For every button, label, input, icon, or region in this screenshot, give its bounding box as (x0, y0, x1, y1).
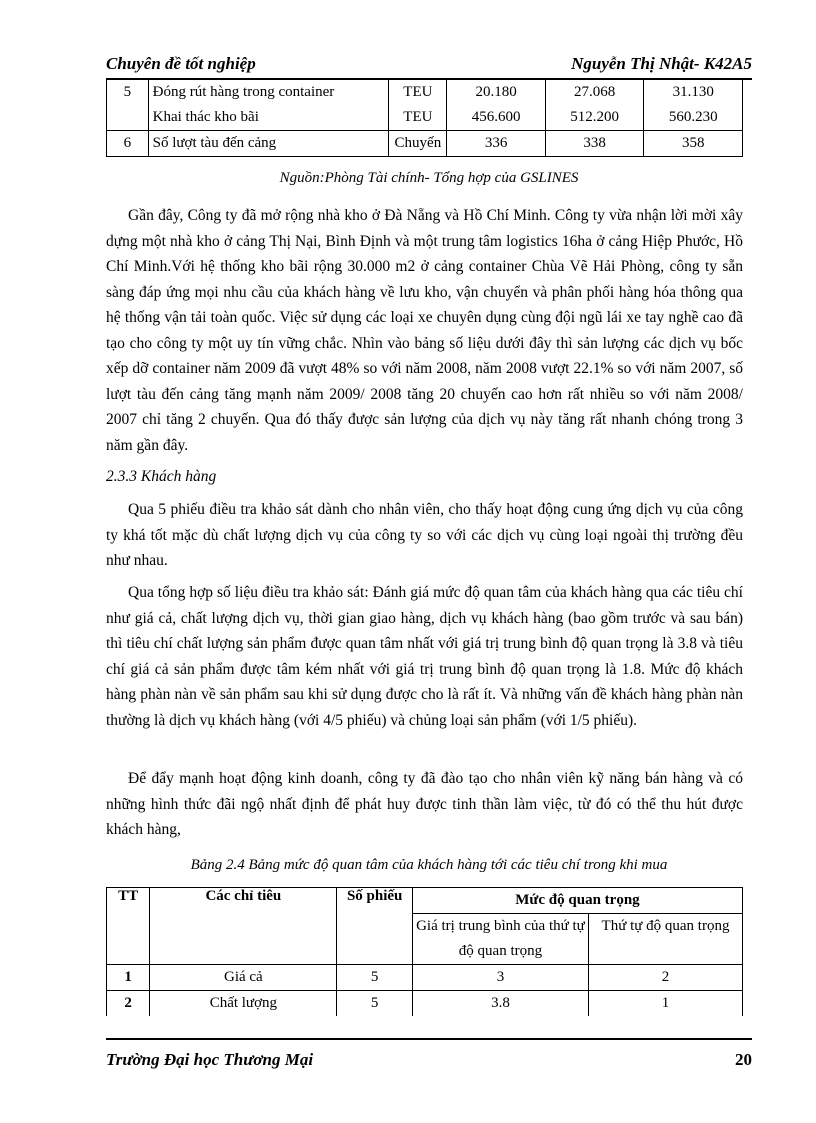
paragraph: Qua tổng hợp số liệu điều tra khảo sát: Đánh giá mức độ quan tâm của khách hàng qua các tiêu chí như giá cả, chất lượng dịch vụ, thời gian giao hàng, dịch vụ khách hàng (bao gồm trước và sau bán) thì tiêu chí chất lượng sản phẩm được quan tâm nhất với giá trị trung bình độ quan trọng là 3.8 và tiêu chí giá cả sản phẩm được tâm kém nhất với giá trị trung bình độ quan trọng là 1.8. Mức độ khách hàng phàn nàn về sản phẩm sau khi sử dụng được cho là rất ít. Và những vấn đề khách hàng phàn nàn thường là dịch vụ khách hàng (với 4/5 phiếu) và chủng loại sản phẩm (với 1/5 phiếu). (106, 584, 743, 729)
table-row (107, 991, 743, 1017)
value-2009-cell (644, 80, 743, 131)
value-2007-cell (447, 80, 546, 131)
row-tt: 1 (107, 965, 150, 991)
criteria-table (106, 887, 743, 1016)
page-number: 20 (735, 1050, 752, 1069)
table-source: Nguồn:Phòng Tài chính- Tổng hợp của GSLINES (279, 170, 579, 186)
header-importance: Mức độ quan trọng (412, 888, 742, 914)
row-count: 5 (337, 991, 412, 1017)
value-2007: 456.600 (471, 109, 521, 125)
row-criteria: Chất lượng (150, 991, 337, 1017)
row-name: Đóng rút hàng trong container (152, 84, 335, 100)
section-heading: 2.3.3 Khách hàng (106, 468, 217, 485)
table-row (107, 80, 743, 131)
header-author: Nguyễn Thị Nhật- K42A5 (571, 54, 752, 73)
row-avg: 3 (412, 965, 588, 991)
value-2008: 338 (545, 131, 644, 157)
value-2008: 27.068 (574, 84, 616, 100)
table-row (107, 131, 743, 157)
row-unit: TEU (403, 109, 433, 125)
value-2009: 560.230 (668, 109, 718, 125)
table-row (107, 965, 743, 991)
row-unit: Chuyến (389, 131, 447, 157)
value-2008-cell (545, 80, 644, 131)
value-2008: 512.200 (570, 109, 620, 125)
row-number: 5 (107, 80, 149, 131)
row-unit-cell (389, 80, 447, 131)
row-name-cell (148, 80, 389, 131)
header-count: Số phiếu (337, 888, 412, 965)
row-rank: 2 (589, 965, 743, 991)
row-name: Khai thác kho bãi (152, 109, 259, 125)
header-tt: TT (107, 888, 150, 965)
header-title: Chuyên đề tốt nghiệp (106, 54, 256, 73)
header-avg: Giá trị trung bình của thứ tự độ quan trọng (412, 914, 588, 965)
value-2009: 358 (644, 131, 743, 157)
paragraph: Qua 5 phiếu điều tra khảo sát dành cho nhân viên, cho thấy hoạt động cung ứng dịch vụ của công ty khá tốt mặc dù chất lượng dịch vụ của công ty so với các dịch vụ cùng loại ngoài thị trường đều như nhau. (106, 501, 743, 569)
footer-school: Trường Đại học Thương Mại (106, 1050, 314, 1069)
output-table (106, 80, 743, 157)
page-header (106, 50, 752, 80)
row-name: Số lượt tàu đến cảng (148, 131, 389, 157)
table-header-row (107, 888, 743, 914)
header-criteria: Các chỉ tiêu (150, 888, 337, 965)
paragraph: Để đẩy mạnh hoạt động kinh doanh, công ty đã đào tạo cho nhân viên kỹ năng bán hàng và có những hình thức đãi ngộ nhất định để phát huy được tinh thần làm việc, từ đó có thể thu hút được khách hàng, (106, 770, 743, 838)
value-2007: 336 (447, 131, 546, 157)
page-footer (106, 1038, 752, 1070)
paragraph: Gần đây, Công ty đã mở rộng nhà kho ở Đà Nẵng và Hồ Chí Minh. Công ty vừa nhận lời mời xây dựng một nhà kho ở cảng Thị Nại, Bình Định và một trung tâm logistics 16ha ở cảng Hiệp Phước, Hồ Chí Minh.Với hệ thống kho bãi rộng 30.000 m2 ở cảng container Chùa Vẽ Hải Phòng, công ty sẵn sàng đáp ứng mọi nhu cầu của khách hàng về lưu kho, vận chuyển và phân phối hàng hóa thông qua hệ thống vận tải toàn quốc. Việc sử dụng các loại xe chuyên dụng cùng đội ngũ lái xe tay nghề cao đã tạo cho công ty một uy tín vững chắc. Nhìn vào bảng số liệu dưới đây thì sản lượng các dịch vụ bốc xếp dỡ container năm 2009 đã vượt 48% so với năm 2008, năm 2008 vượt 22.1% so với năm 2007, số lượt tàu đến cảng tăng mạnh năm 2009/ 2008 tăng 20 chuyến cao hơn rất nhiều so với năm 2008/ 2007 chỉ tăng 2 chuyến. Qua đó thấy được sản lượng của dịch vụ này tăng rất nhanh chóng trong 3 năm gần đây. (106, 207, 743, 454)
value-2009: 31.130 (672, 84, 714, 100)
row-tt: 2 (107, 991, 150, 1017)
row-unit: TEU (403, 84, 433, 100)
row-count: 5 (337, 965, 412, 991)
row-number: 6 (107, 131, 149, 157)
header-rank: Thứ tự độ quan trọng (589, 914, 743, 965)
row-rank: 1 (589, 991, 743, 1017)
row-avg: 3.8 (412, 991, 588, 1017)
value-2007: 20.180 (475, 84, 517, 100)
row-criteria: Giá cả (150, 965, 337, 991)
table-caption: Bảng 2.4 Bảng mức độ quan tâm của khách hàng tới các tiêu chí trong khi mua (190, 857, 668, 873)
